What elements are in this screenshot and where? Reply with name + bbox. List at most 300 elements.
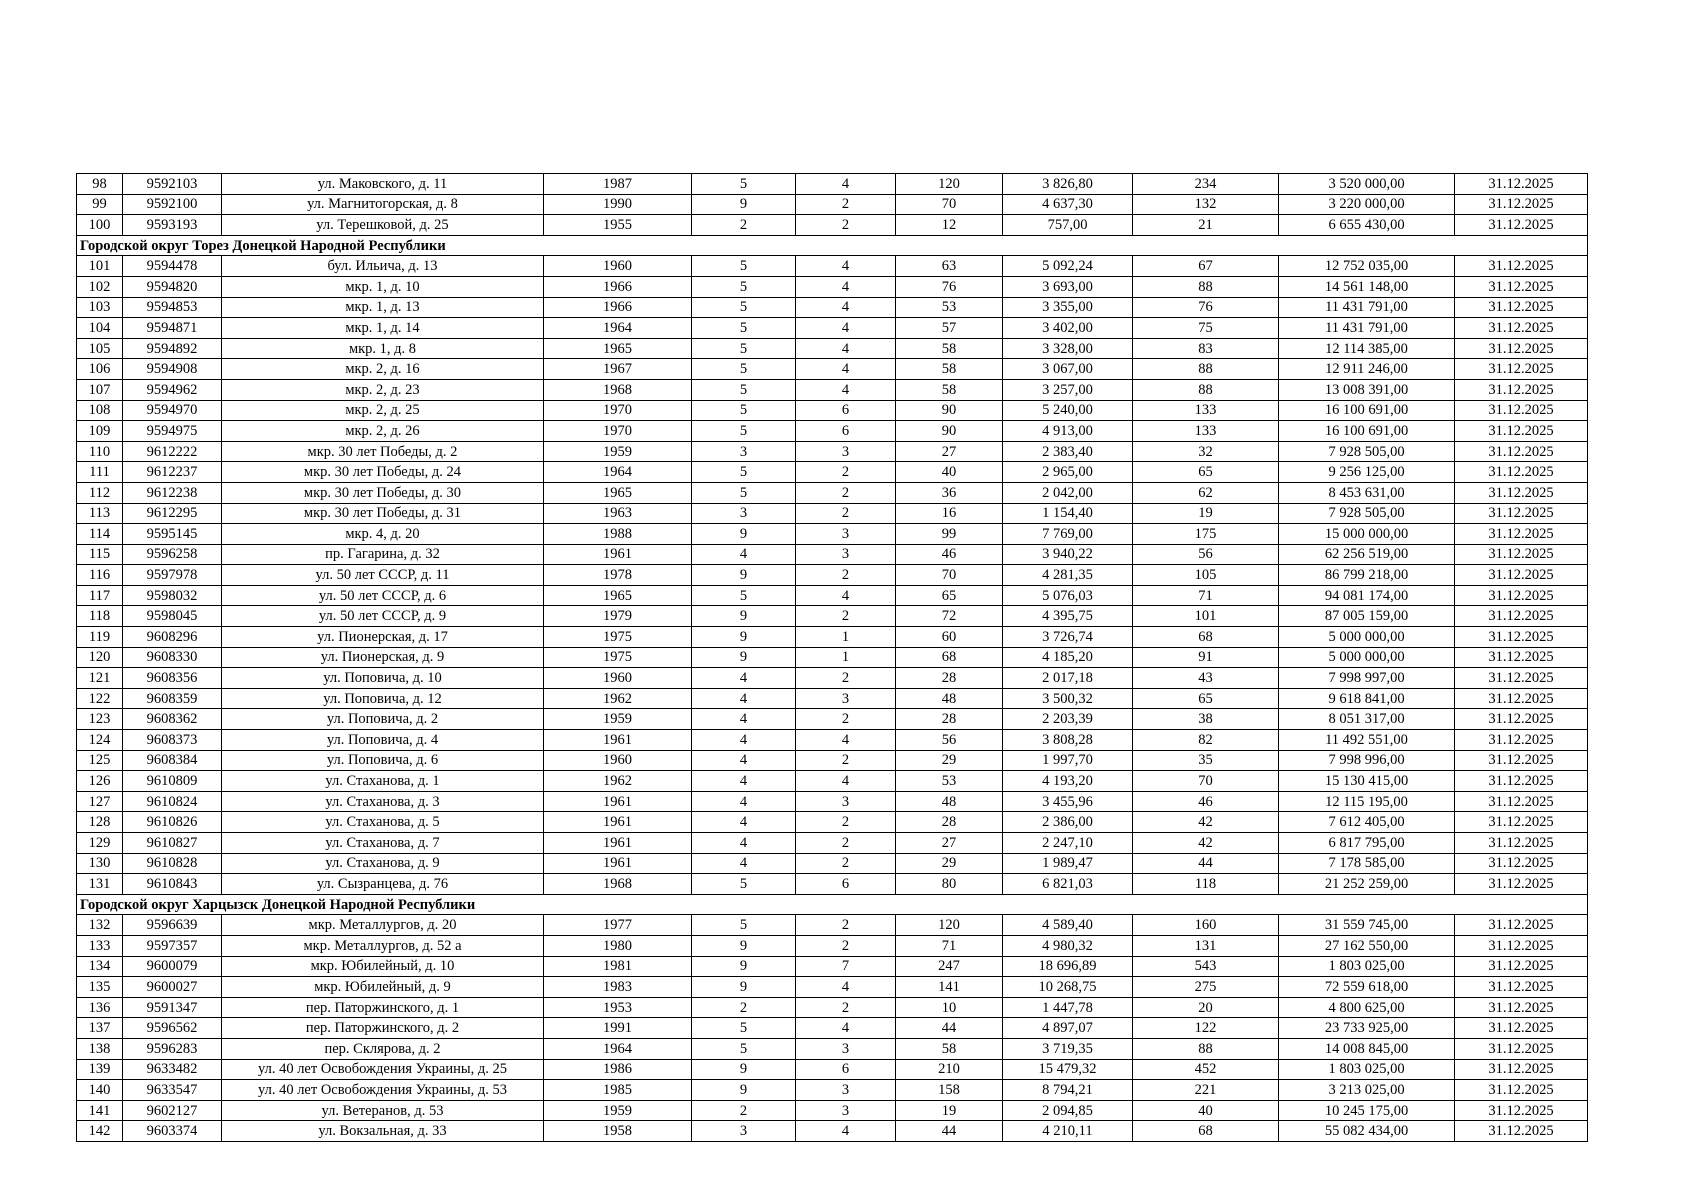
cell-year-built: 1958 [544, 1121, 692, 1142]
cell-area: 3 402,00 [1003, 318, 1133, 339]
cell-year-built: 1988 [544, 524, 692, 545]
cell-residents: 88 [1133, 276, 1279, 297]
cell-apartments: 65 [896, 585, 1003, 606]
section-title: Городской округ Торез Донецкой Народной Республики [77, 235, 1588, 256]
cell-area: 2 094,85 [1003, 1100, 1133, 1121]
cell-area: 2 383,40 [1003, 441, 1133, 462]
table-row [77, 935, 1588, 956]
cell-entrances: 2 [796, 997, 896, 1018]
cell-building-id: 9594820 [123, 276, 222, 297]
cell-row-number: 98 [77, 174, 123, 195]
cell-year-built: 1985 [544, 1080, 692, 1101]
cell-row-number: 140 [77, 1080, 123, 1101]
cell-row-number: 101 [77, 256, 123, 277]
table-row [77, 977, 1588, 998]
cell-entrances: 4 [796, 276, 896, 297]
cell-cost: 12 752 035,00 [1279, 256, 1455, 277]
cell-cost: 55 082 434,00 [1279, 1121, 1455, 1142]
cell-building-id: 9594962 [123, 379, 222, 400]
cell-address: ул. 50 лет СССР, д. 6 [222, 585, 544, 606]
cell-address: мкр. Юбилейный, д. 10 [222, 956, 544, 977]
cell-row-number: 125 [77, 750, 123, 771]
cell-floors: 4 [692, 750, 796, 771]
cell-address: ул. Вокзальная, д. 33 [222, 1121, 544, 1142]
cell-year-built: 1987 [544, 174, 692, 195]
cell-floors: 9 [692, 956, 796, 977]
cell-apartments: 141 [896, 977, 1003, 998]
cell-building-id: 9596283 [123, 1038, 222, 1059]
cell-floors: 4 [692, 812, 796, 833]
cell-address: мкр. 2, д. 16 [222, 359, 544, 380]
cell-apartments: 58 [896, 379, 1003, 400]
cell-apartments: 158 [896, 1080, 1003, 1101]
cell-address: ул. Ветеранов, д. 53 [222, 1100, 544, 1121]
cell-cost: 4 800 625,00 [1279, 997, 1455, 1018]
cell-apartments: 99 [896, 524, 1003, 545]
cell-area: 18 696,89 [1003, 956, 1133, 977]
table-row [77, 400, 1588, 421]
cell-row-number: 120 [77, 647, 123, 668]
cell-building-id: 9598032 [123, 585, 222, 606]
cell-row-number: 111 [77, 462, 123, 483]
table-row [77, 1100, 1588, 1121]
cell-row-number: 139 [77, 1059, 123, 1080]
cell-area: 5 240,00 [1003, 400, 1133, 421]
cell-floors: 5 [692, 256, 796, 277]
cell-row-number: 128 [77, 812, 123, 833]
cell-apartments: 48 [896, 791, 1003, 812]
table-row [77, 256, 1588, 277]
cell-year-built: 1966 [544, 297, 692, 318]
table-row [77, 297, 1588, 318]
cell-apartments: 68 [896, 647, 1003, 668]
cell-row-number: 99 [77, 194, 123, 215]
cell-area: 5 076,03 [1003, 585, 1133, 606]
cell-address: ул. Стаханова, д. 9 [222, 853, 544, 874]
cell-area: 2 017,18 [1003, 668, 1133, 689]
cell-year-built: 1960 [544, 256, 692, 277]
cell-building-id: 9608296 [123, 627, 222, 648]
cell-residents: 42 [1133, 812, 1279, 833]
cell-cost: 5 000 000,00 [1279, 627, 1455, 648]
cell-area: 2 247,10 [1003, 833, 1133, 854]
cell-entrances: 2 [796, 853, 896, 874]
cell-area: 3 726,74 [1003, 627, 1133, 648]
cell-entrances: 7 [796, 956, 896, 977]
table-row [77, 833, 1588, 854]
cell-year-built: 1955 [544, 215, 692, 236]
cell-address: ул. Пионерская, д. 17 [222, 627, 544, 648]
cell-address: ул. 40 лет Освобождения Украины, д. 53 [222, 1080, 544, 1101]
cell-deadline: 31.12.2025 [1455, 812, 1588, 833]
cell-floors: 2 [692, 1100, 796, 1121]
cell-address: пр. Гагарина, д. 32 [222, 544, 544, 565]
cell-floors: 5 [692, 297, 796, 318]
cell-cost: 15 130 415,00 [1279, 771, 1455, 792]
cell-year-built: 1977 [544, 915, 692, 936]
cell-cost: 21 252 259,00 [1279, 874, 1455, 895]
cell-floors: 4 [692, 730, 796, 751]
cell-residents: 88 [1133, 1038, 1279, 1059]
cell-cost: 16 100 691,00 [1279, 400, 1455, 421]
cell-apartments: 90 [896, 421, 1003, 442]
cell-apartments: 16 [896, 503, 1003, 524]
cell-area: 5 092,24 [1003, 256, 1133, 277]
cell-building-id: 9633547 [123, 1080, 222, 1101]
table-row [77, 915, 1588, 936]
cell-floors: 9 [692, 647, 796, 668]
cell-deadline: 31.12.2025 [1455, 977, 1588, 998]
cell-entrances: 2 [796, 915, 896, 936]
cell-year-built: 1967 [544, 359, 692, 380]
cell-row-number: 126 [77, 771, 123, 792]
cell-entrances: 2 [796, 606, 896, 627]
cell-floors: 5 [692, 318, 796, 339]
cell-area: 2 203,39 [1003, 709, 1133, 730]
cell-year-built: 1959 [544, 441, 692, 462]
cell-building-id: 9608362 [123, 709, 222, 730]
cell-area: 3 719,35 [1003, 1038, 1133, 1059]
table-row [77, 874, 1588, 895]
cell-building-id: 9594853 [123, 297, 222, 318]
cell-deadline: 31.12.2025 [1455, 853, 1588, 874]
cell-year-built: 1970 [544, 421, 692, 442]
cell-entrances: 1 [796, 627, 896, 648]
cell-residents: 62 [1133, 482, 1279, 503]
cell-residents: 133 [1133, 400, 1279, 421]
cell-apartments: 12 [896, 215, 1003, 236]
cell-residents: 88 [1133, 379, 1279, 400]
cell-building-id: 9608384 [123, 750, 222, 771]
cell-row-number: 124 [77, 730, 123, 751]
cell-floors: 5 [692, 1038, 796, 1059]
cell-area: 3 067,00 [1003, 359, 1133, 380]
cell-area: 6 821,03 [1003, 874, 1133, 895]
cell-building-id: 9608330 [123, 647, 222, 668]
cell-area: 3 500,32 [1003, 688, 1133, 709]
cell-cost: 9 256 125,00 [1279, 462, 1455, 483]
cell-cost: 5 000 000,00 [1279, 647, 1455, 668]
cell-building-id: 9608359 [123, 688, 222, 709]
table-row [77, 997, 1588, 1018]
cell-address: мкр. 2, д. 26 [222, 421, 544, 442]
cell-deadline: 31.12.2025 [1455, 194, 1588, 215]
cell-deadline: 31.12.2025 [1455, 297, 1588, 318]
cell-entrances: 4 [796, 174, 896, 195]
cell-apartments: 58 [896, 359, 1003, 380]
cell-row-number: 115 [77, 544, 123, 565]
table-row [77, 215, 1588, 236]
cell-address: ул. 40 лет Освобождения Украины, д. 25 [222, 1059, 544, 1080]
cell-building-id: 9612222 [123, 441, 222, 462]
cell-address: ул. 50 лет СССР, д. 11 [222, 565, 544, 586]
cell-entrances: 2 [796, 750, 896, 771]
cell-address: мкр. 30 лет Победы, д. 2 [222, 441, 544, 462]
cell-floors: 5 [692, 400, 796, 421]
cell-apartments: 80 [896, 874, 1003, 895]
cell-deadline: 31.12.2025 [1455, 647, 1588, 668]
table-row [77, 1059, 1588, 1080]
cell-residents: 44 [1133, 853, 1279, 874]
cell-year-built: 1960 [544, 668, 692, 689]
cell-deadline: 31.12.2025 [1455, 441, 1588, 462]
cell-residents: 122 [1133, 1018, 1279, 1039]
cell-residents: 91 [1133, 647, 1279, 668]
cell-year-built: 1964 [544, 462, 692, 483]
cell-area: 4 185,20 [1003, 647, 1133, 668]
cell-entrances: 4 [796, 730, 896, 751]
cell-year-built: 1964 [544, 1038, 692, 1059]
cell-address: мкр. 2, д. 25 [222, 400, 544, 421]
cell-deadline: 31.12.2025 [1455, 1038, 1588, 1059]
cell-entrances: 3 [796, 1080, 896, 1101]
cell-apartments: 46 [896, 544, 1003, 565]
cell-year-built: 1961 [544, 853, 692, 874]
cell-area: 2 042,00 [1003, 482, 1133, 503]
cell-entrances: 2 [796, 565, 896, 586]
cell-address: ул. Магнитогорская, д. 8 [222, 194, 544, 215]
cell-area: 4 589,40 [1003, 915, 1133, 936]
cell-apartments: 28 [896, 812, 1003, 833]
cell-entrances: 4 [796, 585, 896, 606]
table-row [77, 1080, 1588, 1101]
cell-entrances: 4 [796, 256, 896, 277]
cell-entrances: 2 [796, 935, 896, 956]
cell-apartments: 29 [896, 750, 1003, 771]
housing-register-table [76, 173, 1588, 1142]
cell-apartments: 53 [896, 771, 1003, 792]
cell-row-number: 141 [77, 1100, 123, 1121]
cell-apartments: 72 [896, 606, 1003, 627]
cell-cost: 16 100 691,00 [1279, 421, 1455, 442]
cell-cost: 7 998 996,00 [1279, 750, 1455, 771]
cell-cost: 7 928 505,00 [1279, 441, 1455, 462]
cell-entrances: 2 [796, 482, 896, 503]
cell-residents: 46 [1133, 791, 1279, 812]
cell-entrances: 2 [796, 833, 896, 854]
cell-cost: 3 220 000,00 [1279, 194, 1455, 215]
cell-entrances: 1 [796, 647, 896, 668]
cell-area: 3 826,80 [1003, 174, 1133, 195]
cell-area: 15 479,32 [1003, 1059, 1133, 1080]
cell-apartments: 70 [896, 565, 1003, 586]
table-row [77, 503, 1588, 524]
cell-deadline: 31.12.2025 [1455, 338, 1588, 359]
cell-year-built: 1981 [544, 956, 692, 977]
cell-deadline: 31.12.2025 [1455, 215, 1588, 236]
cell-floors: 5 [692, 276, 796, 297]
cell-floors: 5 [692, 421, 796, 442]
cell-entrances: 2 [796, 194, 896, 215]
cell-entrances: 4 [796, 771, 896, 792]
table-row [77, 194, 1588, 215]
cell-row-number: 110 [77, 441, 123, 462]
cell-residents: 21 [1133, 215, 1279, 236]
cell-area: 4 210,11 [1003, 1121, 1133, 1142]
cell-address: ул. Терешковой, д. 25 [222, 215, 544, 236]
table-row [77, 565, 1588, 586]
cell-building-id: 9608356 [123, 668, 222, 689]
cell-deadline: 31.12.2025 [1455, 482, 1588, 503]
cell-floors: 4 [692, 544, 796, 565]
cell-apartments: 57 [896, 318, 1003, 339]
cell-apartments: 29 [896, 853, 1003, 874]
cell-address: ул. Поповича, д. 4 [222, 730, 544, 751]
cell-year-built: 1980 [544, 935, 692, 956]
cell-building-id: 9610826 [123, 812, 222, 833]
cell-address: мкр. Металлургов, д. 20 [222, 915, 544, 936]
cell-building-id: 9594970 [123, 400, 222, 421]
cell-entrances: 2 [796, 462, 896, 483]
cell-year-built: 1965 [544, 482, 692, 503]
cell-floors: 9 [692, 565, 796, 586]
cell-floors: 9 [692, 194, 796, 215]
cell-row-number: 109 [77, 421, 123, 442]
cell-residents: 83 [1133, 338, 1279, 359]
table-row [77, 482, 1588, 503]
cell-apartments: 44 [896, 1018, 1003, 1039]
cell-cost: 27 162 550,00 [1279, 935, 1455, 956]
cell-deadline: 31.12.2025 [1455, 400, 1588, 421]
cell-deadline: 31.12.2025 [1455, 276, 1588, 297]
cell-building-id: 9594478 [123, 256, 222, 277]
cell-deadline: 31.12.2025 [1455, 771, 1588, 792]
cell-deadline: 31.12.2025 [1455, 1121, 1588, 1142]
cell-address: ул. Поповича, д. 10 [222, 668, 544, 689]
cell-deadline: 31.12.2025 [1455, 833, 1588, 854]
cell-deadline: 31.12.2025 [1455, 935, 1588, 956]
cell-area: 4 897,07 [1003, 1018, 1133, 1039]
cell-deadline: 31.12.2025 [1455, 997, 1588, 1018]
cell-apartments: 48 [896, 688, 1003, 709]
cell-row-number: 137 [77, 1018, 123, 1039]
cell-floors: 4 [692, 791, 796, 812]
cell-entrances: 2 [796, 709, 896, 730]
cell-floors: 4 [692, 688, 796, 709]
cell-entrances: 2 [796, 668, 896, 689]
cell-entrances: 2 [796, 215, 896, 236]
cell-entrances: 3 [796, 524, 896, 545]
cell-deadline: 31.12.2025 [1455, 359, 1588, 380]
cell-residents: 71 [1133, 585, 1279, 606]
cell-apartments: 36 [896, 482, 1003, 503]
cell-building-id: 9594975 [123, 421, 222, 442]
cell-row-number: 102 [77, 276, 123, 297]
cell-deadline: 31.12.2025 [1455, 256, 1588, 277]
cell-cost: 7 998 997,00 [1279, 668, 1455, 689]
cell-apartments: 28 [896, 709, 1003, 730]
cell-year-built: 1959 [544, 709, 692, 730]
cell-floors: 2 [692, 997, 796, 1018]
cell-year-built: 1961 [544, 833, 692, 854]
cell-deadline: 31.12.2025 [1455, 915, 1588, 936]
cell-year-built: 1990 [544, 194, 692, 215]
cell-cost: 94 081 174,00 [1279, 585, 1455, 606]
table-row [77, 585, 1588, 606]
cell-residents: 20 [1133, 997, 1279, 1018]
cell-address: мкр. 1, д. 10 [222, 276, 544, 297]
cell-row-number: 142 [77, 1121, 123, 1142]
cell-year-built: 1953 [544, 997, 692, 1018]
cell-building-id: 9597357 [123, 935, 222, 956]
cell-deadline: 31.12.2025 [1455, 1018, 1588, 1039]
cell-area: 4 395,75 [1003, 606, 1133, 627]
cell-address: ул. Стаханова, д. 5 [222, 812, 544, 833]
cell-floors: 5 [692, 1018, 796, 1039]
cell-deadline: 31.12.2025 [1455, 668, 1588, 689]
table-row [77, 853, 1588, 874]
cell-apartments: 53 [896, 297, 1003, 318]
cell-cost: 8 453 631,00 [1279, 482, 1455, 503]
cell-residents: 234 [1133, 174, 1279, 195]
cell-apartments: 10 [896, 997, 1003, 1018]
cell-address: мкр. 30 лет Победы, д. 31 [222, 503, 544, 524]
cell-entrances: 4 [796, 359, 896, 380]
cell-deadline: 31.12.2025 [1455, 627, 1588, 648]
cell-entrances: 4 [796, 297, 896, 318]
cell-row-number: 132 [77, 915, 123, 936]
cell-year-built: 1964 [544, 318, 692, 339]
cell-deadline: 31.12.2025 [1455, 565, 1588, 586]
cell-apartments: 44 [896, 1121, 1003, 1142]
cell-area: 4 980,32 [1003, 935, 1133, 956]
cell-cost: 62 256 519,00 [1279, 544, 1455, 565]
cell-address: мкр. 2, д. 23 [222, 379, 544, 400]
cell-deadline: 31.12.2025 [1455, 379, 1588, 400]
cell-building-id: 9592100 [123, 194, 222, 215]
cell-area: 4 637,30 [1003, 194, 1133, 215]
cell-entrances: 4 [796, 338, 896, 359]
cell-floors: 5 [692, 379, 796, 400]
cell-floors: 4 [692, 709, 796, 730]
table-row [77, 668, 1588, 689]
cell-building-id: 9610827 [123, 833, 222, 854]
cell-residents: 65 [1133, 688, 1279, 709]
cell-apartments: 90 [896, 400, 1003, 421]
cell-floors: 9 [692, 935, 796, 956]
cell-floors: 9 [692, 1080, 796, 1101]
cell-row-number: 121 [77, 668, 123, 689]
cell-floors: 5 [692, 482, 796, 503]
cell-area: 1 989,47 [1003, 853, 1133, 874]
cell-building-id: 9593193 [123, 215, 222, 236]
cell-building-id: 9610843 [123, 874, 222, 895]
table-row [77, 709, 1588, 730]
cell-apartments: 56 [896, 730, 1003, 751]
cell-entrances: 6 [796, 421, 896, 442]
cell-deadline: 31.12.2025 [1455, 791, 1588, 812]
cell-year-built: 1959 [544, 1100, 692, 1121]
cell-deadline: 31.12.2025 [1455, 1080, 1588, 1101]
cell-residents: 43 [1133, 668, 1279, 689]
cell-address: ул. Поповича, д. 6 [222, 750, 544, 771]
cell-row-number: 108 [77, 400, 123, 421]
cell-deadline: 31.12.2025 [1455, 688, 1588, 709]
cell-year-built: 1961 [544, 730, 692, 751]
table-row [77, 338, 1588, 359]
table-row [77, 318, 1588, 339]
cell-year-built: 1991 [544, 1018, 692, 1039]
cell-floors: 4 [692, 668, 796, 689]
cell-building-id: 9602127 [123, 1100, 222, 1121]
cell-address: ул. Поповича, д. 2 [222, 709, 544, 730]
cell-residents: 68 [1133, 627, 1279, 648]
cell-year-built: 1961 [544, 544, 692, 565]
cell-area: 1 154,40 [1003, 503, 1133, 524]
cell-area: 3 355,00 [1003, 297, 1133, 318]
cell-row-number: 123 [77, 709, 123, 730]
cell-entrances: 3 [796, 1038, 896, 1059]
